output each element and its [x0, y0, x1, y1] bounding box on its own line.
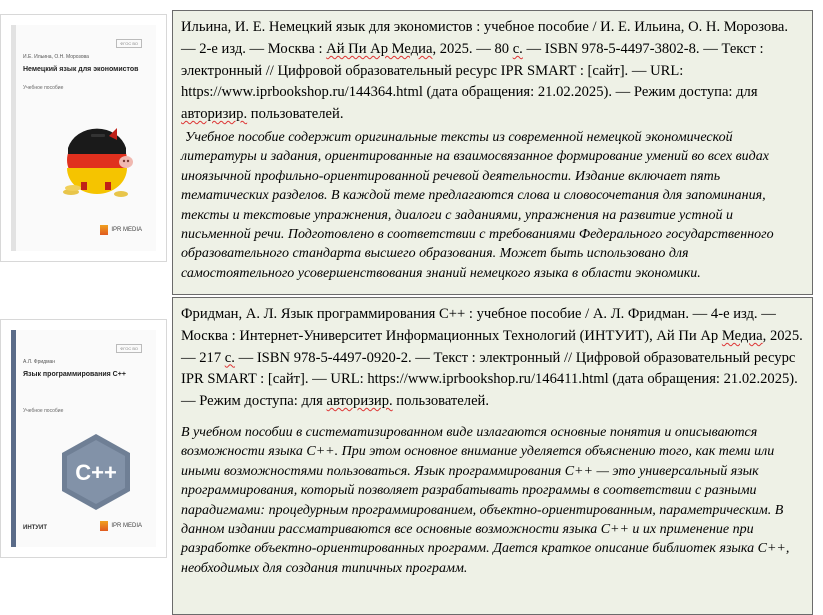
- cover-authors: И.Е. Ильина, О.Н. Морозова: [23, 54, 89, 60]
- piggy-bank-icon: [51, 110, 141, 200]
- cover-spine: [11, 25, 16, 251]
- reference-text: , 2025. — 217: [181, 327, 803, 366]
- cover-publisher-label: IPR MEDIA: [111, 523, 142, 529]
- book-cover-frame: [0, 319, 167, 558]
- reference-text: — ISBN 978-5-4497-0920-2. — Текст : электронный // Цифровой образовательный ресурс IPR SMART : [сайт]. — URL: https://www.iprbookshop.ru/146411.html (дата обращения: 21.02.2025). — Режим доступа: для: [181, 349, 798, 410]
- cover-badge: ФГОС ВО: [116, 39, 142, 48]
- book-annotation: Учебное пособие содержит оригинальные тексты из современной немецкой экономической литературы и задания, ориентированные на взаимосвязанное формирование умений во всех видах иноязычной профильно-ориентированной речевой деятельности. Издание включает пять тематических разделов. В каждой теме предлагаются слова и словосочетания для запоминания, тексты и текстовые упражнения, диалоги с заданиями, упражнения на развитие устной и письменной речи. Подготовлено в соответствии с требованиями Федерального государственного образовательного стандарта высшего образования. Может быть использовано для самостоятельного усовершенствования знаний немецкого языка в области экономики.: [181, 129, 774, 281]
- cover-title: Немецкий язык для экономистов: [23, 66, 139, 73]
- spellcheck-flag: Медиа: [721, 327, 763, 344]
- book-annotation: В учебном пособии в систематизированном виде излагаются основные понятия и описываются возможности языка С++. При этом основное внимание уделяется объяснению того, как теми или иными возможностями пользоваться. Язык программирования С++ — это универсальный язык программирования, который позволяет разрабатывать программы в соответствии с разными парадигмами: процедурным программированием, объектно-ориентированным, параметрическим. В данном издании рассматриваются все основные возможности языка С++ и их применение при разработке объектно-ориентированных программ. Дается краткое описание библиотек языка С++, необходимых для создания типичных программ.: [181, 424, 790, 576]
- spellcheck-flag: с.: [224, 349, 235, 366]
- entry-card: [172, 10, 813, 295]
- reference-text: пользователей.: [247, 106, 344, 123]
- reference-text: , 2025. — 80: [432, 40, 513, 57]
- reference-text: — ISBN 978-5-4497-3802-8. — Текст : электронный // Цифровой образовательный ресурс IPR SMART : [сайт]. — URL: https://www.iprbookshop.ru/144364.html (дата обращения: 21.02.2025). — Режим доступа: для: [181, 40, 764, 101]
- book-cover-frame: [0, 14, 167, 262]
- cover-authors: А.Л. Фридман: [23, 359, 56, 365]
- cover-publisher: [100, 521, 142, 531]
- cover-type: Учебное пособие: [23, 408, 64, 414]
- cpp-logo-icon: [59, 432, 133, 512]
- reference-text: пользователей.: [392, 393, 490, 410]
- reference-text: Ильина, И. Е. Немецкий язык для экономистов : учебное пособие / И. Е. Ильина, О. Н. Морозова. — 2-е изд. — Москва :: [181, 19, 789, 57]
- spellcheck-flag: авторизир.: [326, 393, 393, 410]
- cpp-logo-text: C++: [75, 460, 117, 485]
- cover-spine: [11, 330, 16, 547]
- book-entry: [0, 295, 823, 615]
- spellcheck-flag: Ай Пи Ар Медиа: [326, 40, 433, 57]
- book-entry: [0, 0, 823, 295]
- book-cover[interactable]: [11, 330, 156, 547]
- cover-title: Язык программирования С++: [23, 371, 126, 378]
- reference-text: Фридман, А. Л. Язык программирования С++ : учебное пособие / А. Л. Фридман. — 4-е изд. — Москва : Интернет-Университет Информационных Технологий (ИНТУИТ), Ай Пи Ар: [181, 306, 776, 344]
- cover-badge: ФГОС ВО: [116, 344, 142, 353]
- ipr-media-logo-icon: [100, 225, 108, 235]
- entry-card: [172, 297, 813, 615]
- bibliographic-reference: [181, 304, 804, 413]
- cover-publisher: [100, 225, 142, 235]
- cover-publisher-intuit: ИНТУИТ: [23, 525, 48, 531]
- bibliographic-reference: [181, 17, 804, 126]
- book-cover[interactable]: [11, 25, 156, 251]
- spellcheck-flag: с.: [512, 40, 523, 57]
- ipr-media-logo-icon: [100, 521, 108, 531]
- spellcheck-flag: авторизир.: [181, 106, 248, 123]
- cover-publisher-label: IPR MEDIA: [111, 227, 142, 233]
- cover-type: Учебное пособие: [23, 85, 64, 91]
